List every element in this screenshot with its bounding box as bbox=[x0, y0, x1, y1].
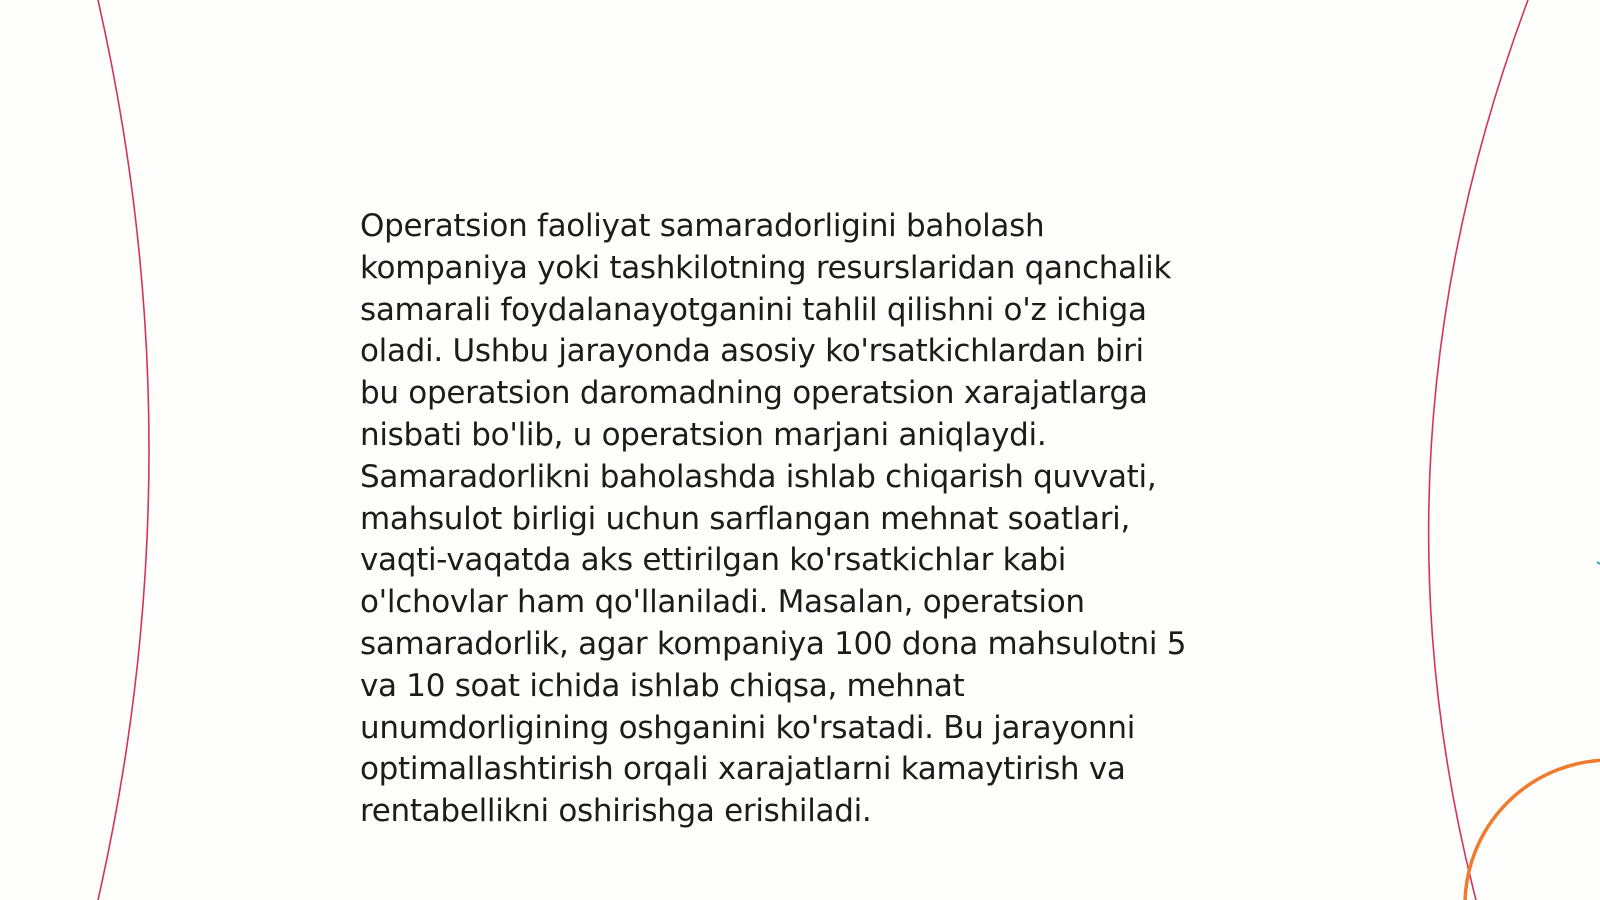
left-decorative-curve bbox=[98, 0, 149, 900]
right-decorative-curve bbox=[1429, 0, 1528, 900]
body-paragraph: Operatsion faoliyat samaradorligini baholash kompaniya yoki tashkilotning resurslaridan qanchalik samarali foydalanayotganini tahlil qilishni o'z ichiga oladi. Ushbu jarayonda asosiy ko'rsatkichlardan biri bu operatsion daromadning operatsion xarajatlarga nisbati bo'lib, u operatsion marjani aniqlaydi. Samaradorlikni baholashda ishlab chiqarish quvvati, mahsulot birligi uchun sarflangan mehnat soatlari, vaqti-vaqatda aks ettirilgan ko'rsatkichlar kabi o'lchovlar ham qo'llaniladi. Masalan, operatsion samaradorlik, agar kompaniya 100 dona mahsulotni 5 va 10 soat ichida ishlab chiqsa, mehnat unumdorligining oshganini ko'rsatadi. Bu jarayonni optimallashtirish orqali xarajatlarni kamaytirish va rentabellikni oshirishga erishiladi. bbox=[360, 208, 1187, 830]
corner-accent-circle bbox=[1465, 760, 1600, 900]
